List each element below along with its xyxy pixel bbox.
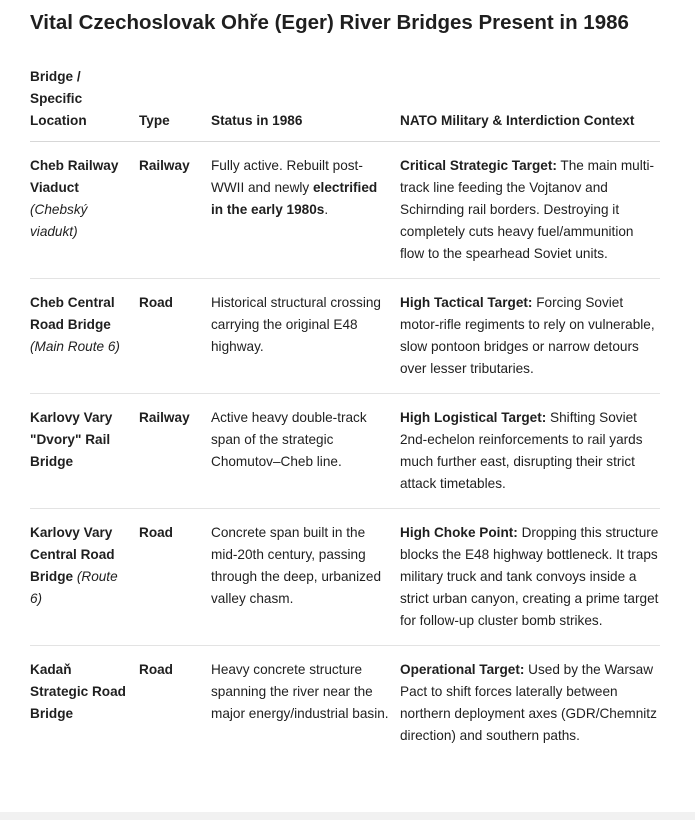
bridge-alias: (Route 6) xyxy=(30,569,118,606)
page-title: Vital Czechoslovak Ohře (Eger) River Bridges Present in 1986 xyxy=(30,11,629,34)
cell-context xyxy=(400,509,660,646)
cell-location xyxy=(30,142,139,279)
cell-type xyxy=(139,394,211,509)
bottom-divider xyxy=(0,812,695,820)
table-row xyxy=(30,279,660,394)
bridge-type: Railway xyxy=(139,410,190,425)
status-text: Active heavy double-track span of the strategic Chomutov–Cheb line. xyxy=(211,410,367,469)
context-text: Shifting Soviet 2nd-echelon reinforcements to rail yards much further east, disrupting their strict attack timetables. xyxy=(400,410,643,491)
bridge-alias: (Chebský viadukt) xyxy=(30,202,88,239)
bridge-type: Road xyxy=(139,295,173,310)
bridge-alias: (Main Route 6) xyxy=(30,339,120,354)
header-location: Bridge / Specific Location xyxy=(30,66,139,142)
header-status: Status in 1986 xyxy=(211,66,400,142)
context-text: The main multi-track line feeding the Vojtanov and Schirnding rail borders. Destroying it completely cuts heavy fuel/ammunition flow to the spearhead Soviet units. xyxy=(400,158,655,261)
cell-status xyxy=(211,279,400,394)
cell-type xyxy=(139,279,211,394)
context-label: High Tactical Target: xyxy=(400,295,533,310)
context-label: Critical Strategic Target: xyxy=(400,158,557,173)
bridges-table xyxy=(30,66,660,760)
cell-location xyxy=(30,279,139,394)
table-row xyxy=(30,509,660,646)
table-row xyxy=(30,394,660,509)
bridge-name: Cheb Central Road Bridge xyxy=(30,295,115,332)
header-type: Type xyxy=(139,66,211,142)
bridge-name: Karlovy Vary Central Road Bridge xyxy=(30,525,115,584)
cell-context xyxy=(400,279,660,394)
cell-status xyxy=(211,142,400,279)
status-text: Fully active. Rebuilt post-WWII and newly xyxy=(211,158,363,195)
context-label: High Logistical Target: xyxy=(400,410,547,425)
status-text-end: . xyxy=(324,202,329,217)
cell-context xyxy=(400,394,660,509)
status-text: Historical structural crossing carrying the original E48 highway. xyxy=(211,295,381,354)
bridge-name: Kadaň Strategic Road Bridge xyxy=(30,662,126,721)
context-text: Used by the Warsaw Pact to shift forces laterally between northern deployment axes (GDR/Chemnitz direction) and southern paths. xyxy=(400,662,657,743)
bridge-type: Railway xyxy=(139,158,190,173)
cell-location xyxy=(30,646,139,761)
context-label: Operational Target: xyxy=(400,662,525,677)
cell-context xyxy=(400,646,660,761)
cell-type xyxy=(139,142,211,279)
cell-location xyxy=(30,394,139,509)
context-label: High Choke Point: xyxy=(400,525,518,540)
context-text: Forcing Soviet motor-rifle regiments to rely on vulnerable, slow pontoon bridges or narrow detours over lesser tributaries. xyxy=(400,295,655,376)
cell-type xyxy=(139,646,211,761)
context-text: Dropping this structure blocks the E48 highway bottleneck. It traps military truck and tank convoys inside a strict urban canyon, creating a prime target for follow-up cluster bomb strikes. xyxy=(400,525,659,628)
table-row xyxy=(30,142,660,279)
bridge-name: Cheb Railway Viaduct xyxy=(30,158,119,195)
cell-type xyxy=(139,509,211,646)
cell-context xyxy=(400,142,660,279)
table-row xyxy=(30,646,660,761)
cell-status xyxy=(211,394,400,509)
status-emphasis: electrified in the early 1980s xyxy=(211,180,378,217)
bridge-type: Road xyxy=(139,525,173,540)
header-context: NATO Military & Interdiction Context xyxy=(400,66,660,142)
bridge-name: Karlovy Vary "Dvory" Rail Bridge xyxy=(30,410,113,469)
status-text: Concrete span built in the mid-20th century, passing through the deep, urbanized valley chasm. xyxy=(211,525,382,606)
cell-location xyxy=(30,509,139,646)
table-header-row xyxy=(30,66,660,142)
cell-status xyxy=(211,509,400,646)
bridge-type: Road xyxy=(139,662,173,677)
status-text: Heavy concrete structure spanning the river near the major energy/industrial basin. xyxy=(211,662,389,721)
cell-status xyxy=(211,646,400,761)
